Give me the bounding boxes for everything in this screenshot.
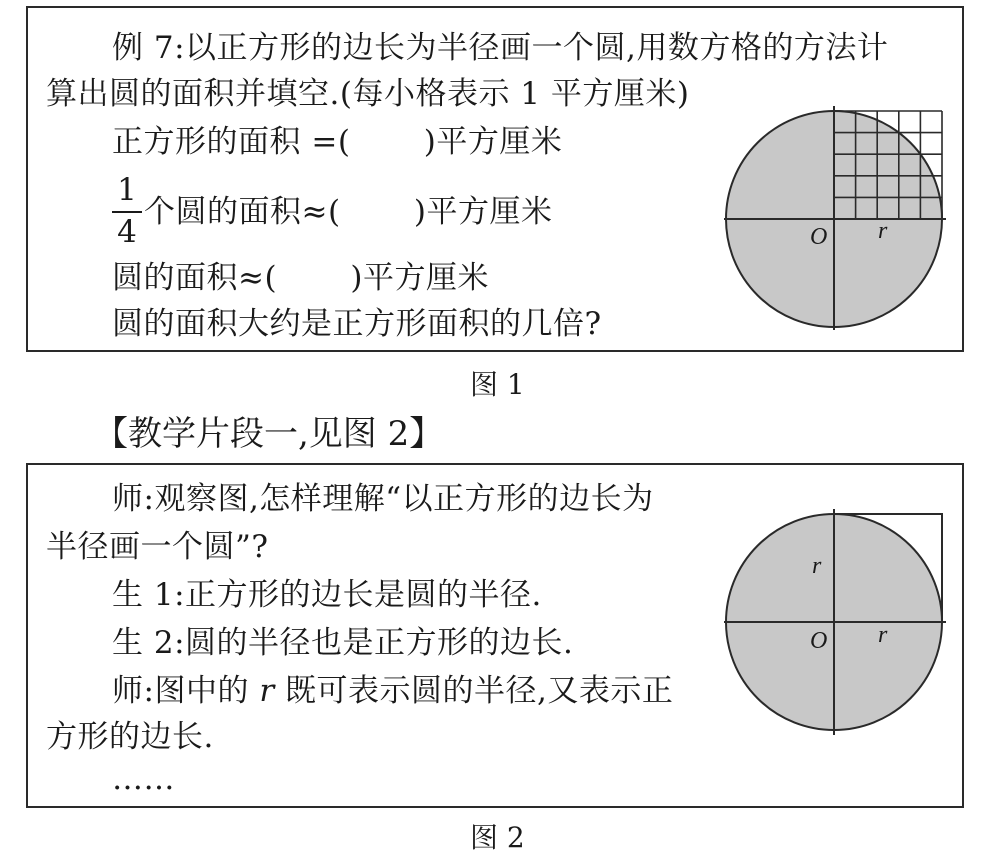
fig2-line5-post: 既可表示圆的半径,又表示正 [274,673,674,709]
fig1-text-line2: 算出圆的面积并填空.(每小格表示 1 平方厘米) [46,76,690,112]
fig1-text-line1: 例 7:以正方形的边长为半径画一个圆,用数方格的方法计 [112,30,889,66]
fig1-label-o: O [810,224,828,250]
fig1-label-r: r [878,218,888,244]
figure2-circle-diagram [724,505,954,743]
fig2-label-o: O [810,628,828,654]
fig1-text-line5: 圆的面积≈( )平方厘米 [112,260,490,296]
fraction-bar [112,211,142,213]
figure1-circle-diagram [724,102,954,338]
fig2-text-line4: 生 2:圆的半径也是正方形的边长. [112,625,574,661]
figure1-box [26,6,964,352]
fig1-text-line3: 正方形的面积 =( )平方厘米 [112,124,563,160]
fig2-text-line5 [112,673,673,709]
fraction-numerator: 1 [117,172,137,208]
fig2-line5-pre: 师:图中的 [112,673,260,709]
fig2-text-line6: 方形的边长. [46,719,214,755]
fig2-label-r-vertical: r [812,553,822,579]
figure2-box [26,463,964,808]
fig2-caption: 图 2 [470,821,525,854]
fig2-text-line1: 师:观察图,怎样理解“以正方形的边长为 [112,481,654,517]
fig2-label-r-horizontal: r [878,622,888,648]
fig2-text-line7: …… [112,761,175,797]
fig1-caption: 图 1 [470,368,525,401]
fig1-text-line6: 圆的面积大约是正方形面积的几倍? [112,306,602,342]
fig2-line5-r: r [259,673,275,709]
fig2-text-line2: 半径画一个圆”? [46,529,269,565]
fraction-denominator: 4 [117,214,137,250]
section-heading: 【教学片段一,见图 2】 [94,414,444,454]
fig1-text-line4: 个圆的面积≈( )平方厘米 [144,194,553,230]
fig2-text-line3: 生 1:正方形的边长是圆的半径. [112,577,542,613]
